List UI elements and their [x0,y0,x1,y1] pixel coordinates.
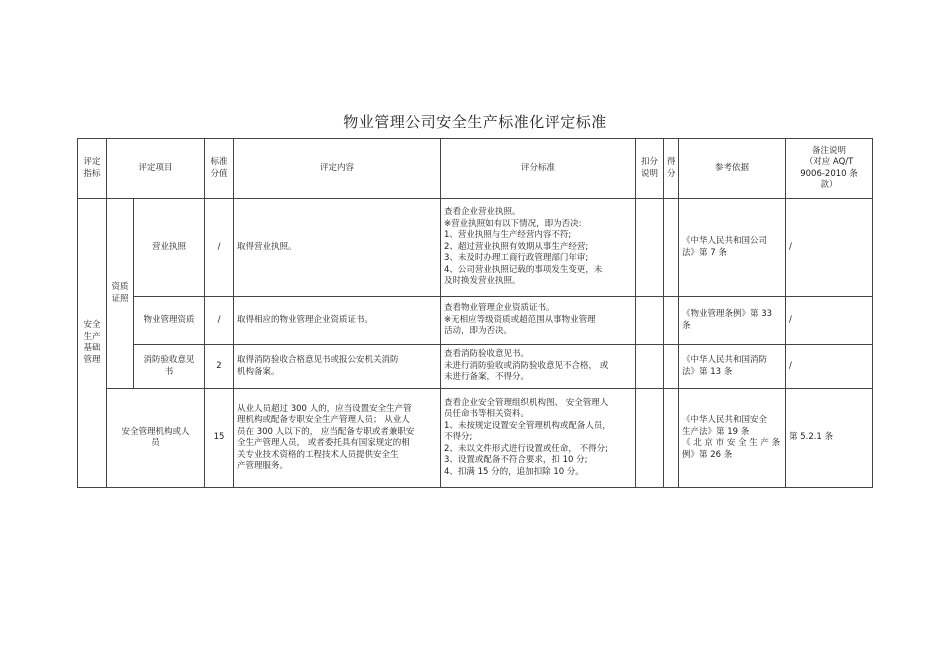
header-score: 标准 分值 [205,139,234,199]
remark-cell: 第 5.2.1 条 [786,389,873,488]
criteria-cell: 查看消防验收意见书。 未进行消防验收或消防验收意见不合格， 或 未进行备案，不得分。 [441,345,636,389]
table-row [78,389,873,488]
content-cell: 取得营业执照。 [234,199,441,297]
deduct-cell [636,297,664,345]
get-cell [664,345,679,389]
table-row [78,199,873,297]
header-criteria: 评分标准 [441,139,636,199]
basis-cell: 《中华人民共和国公司 法》第 7 条 [679,199,786,297]
table-row [78,345,873,389]
get-cell [664,199,679,297]
criteria-cell: 查看企业安全管理组织机构图、 安全管理人 员任命书等相关资料。 1、未按规定设置安全管理机构或配备人员， 不得分; 2、未以文件形式进行设置或任命， 不得分; 3、设置或配备不符合要求，扣 10 分; 4、扣满 15 分的，追加扣除 10 分。 [441,389,636,488]
deduct-cell [636,199,664,297]
header-content: 评定内容 [234,139,441,199]
score-cell: / [205,297,234,345]
content-cell: 从业人员超过 300 人的，应当设置安全生产管 理机构或配备专职安全生产管理人员； 从业人 员在 300 人以下的， 应当配备专职或者兼职安 全生产管理人员， 或者委托具有国家规定的相 关专业技术资格的工程技术人员提供安全生 产管理服务。 [234,389,441,488]
get-cell [664,297,679,345]
score-cell: / [205,199,234,297]
header-indicator: 评定 指标 [78,139,107,199]
remark-cell: / [786,297,873,345]
content-cell: 取得消防验收合格意见书或报公安机关消防 机构备案。 [234,345,441,389]
item-cell: 营业执照 [134,199,205,297]
table-row [78,297,873,345]
basis-cell: 《中华人民共和国消防 法》第 13 条 [679,345,786,389]
criteria-cell: 查看物业管理企业资质证书。 ※无相应等级资质或超范围从事物业管理 活动，即为否决。 [441,297,636,345]
header-deduct: 扣分 说明 [636,139,664,199]
header-get: 得 分 [664,139,679,199]
document-title: 物业管理公司安全生产标准化评定标准 [343,113,607,131]
score-cell: 15 [205,389,234,488]
item-cell: 物业管理资质 [134,297,205,345]
indicator-group-cell: 安全 生产 基础 管理 [78,199,107,488]
header-remark: 备注说明 （对应 AQ/T 9006-2010 条 款） [786,139,873,199]
basis-cell: 《物业管理条例》第 33 条 [679,297,786,345]
deduct-cell [636,389,664,488]
score-cell: 2 [205,345,234,389]
get-cell [664,389,679,488]
item-cell: 消防验收意见 书 [134,345,205,389]
header-item: 评定项目 [107,139,205,199]
basis-cell: 《中华人民共和国安全 生产法》第 19 条 《 北 京 市 安 全 生 产 条 例》第 26 条 [679,389,786,488]
header-row [78,139,873,199]
remark-cell: / [786,345,873,389]
evaluation-table [77,138,873,488]
deduct-cell [636,345,664,389]
remark-cell: / [786,199,873,297]
header-basis: 参考依据 [679,139,786,199]
subgroup-cell: 资质 证照 [107,199,134,389]
content-cell: 取得相应的物业管理企业资质证书。 [234,297,441,345]
item-cell: 安全管理机构或人 员 [107,389,205,488]
criteria-cell: 查看企业营业执照。 ※营业执照如有以下情况，即为否决: 1、营业执照与生产经营内容不符; 2、超过营业执照有效期从事生产经营; 3、未及时办理工商行政管理部门年审; 4、公司营业执照记载的事项发生变更，未 及时换发营业执照。 [441,199,636,297]
